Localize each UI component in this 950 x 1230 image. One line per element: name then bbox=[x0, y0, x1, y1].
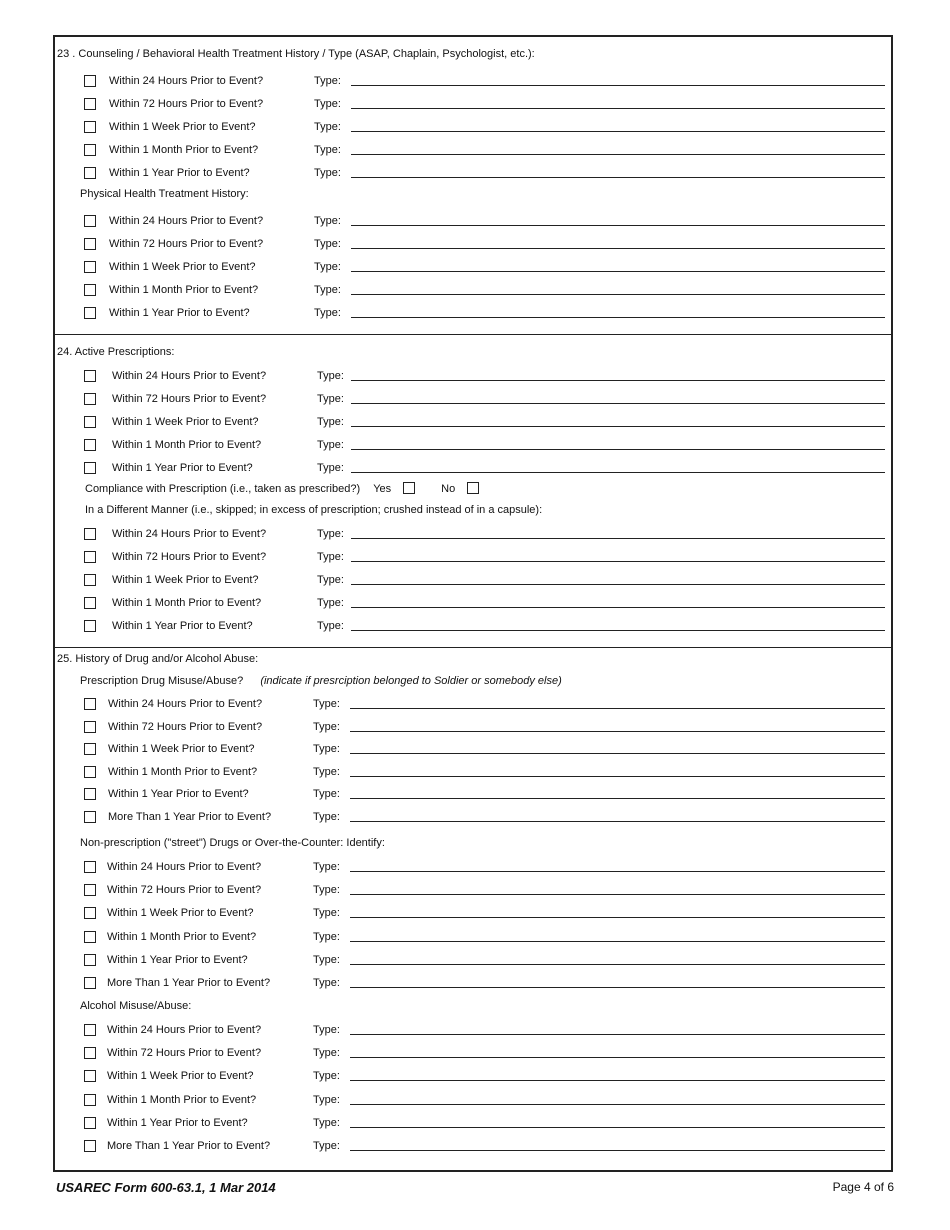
checkbox-row bbox=[55, 75, 891, 91]
checkbox-row bbox=[55, 884, 891, 900]
type-input-line[interactable] bbox=[350, 917, 885, 918]
checkbox-row bbox=[55, 766, 891, 782]
row-label: Within 72 Hours Prior to Event? bbox=[109, 238, 264, 250]
checkbox[interactable] bbox=[84, 261, 96, 273]
checkbox-row bbox=[55, 393, 891, 409]
checkbox-row bbox=[55, 931, 891, 947]
checkbox[interactable] bbox=[84, 370, 96, 382]
type-label: Type: bbox=[313, 1140, 340, 1152]
type-input-line[interactable] bbox=[351, 271, 885, 272]
row-label: Within 24 Hours Prior to Event? bbox=[109, 75, 264, 87]
checkbox-row bbox=[55, 597, 891, 613]
checkbox[interactable] bbox=[84, 551, 96, 563]
type-input-line[interactable] bbox=[350, 1057, 885, 1058]
different-manner-title: In a Different Manner (i.e., skipped; in excess of prescription; crushed instead of in a capsule): bbox=[85, 504, 543, 516]
type-label: Type: bbox=[314, 215, 341, 227]
type-input-line[interactable] bbox=[350, 798, 885, 799]
checkbox[interactable] bbox=[84, 574, 96, 586]
type-input-line[interactable] bbox=[351, 607, 885, 608]
type-label: Type: bbox=[314, 98, 341, 110]
checkbox[interactable] bbox=[84, 238, 96, 250]
section-24 bbox=[55, 334, 891, 647]
checkbox[interactable] bbox=[84, 462, 96, 474]
prescription-misuse-note: (indicate if presrciption belonged to Soldier or somebody else) bbox=[260, 675, 562, 687]
checkbox[interactable] bbox=[84, 931, 96, 943]
type-label: Type: bbox=[314, 121, 341, 133]
checkbox-row bbox=[55, 574, 891, 590]
type-label: Type: bbox=[314, 144, 341, 156]
prescription-misuse-title bbox=[80, 675, 562, 687]
checkbox[interactable] bbox=[84, 144, 96, 156]
type-input-line[interactable] bbox=[351, 472, 885, 473]
type-input-line[interactable] bbox=[350, 941, 885, 942]
row-label: More Than 1 Year Prior to Event? bbox=[107, 1140, 271, 1152]
row-label: Within 1 Year Prior to Event? bbox=[109, 307, 250, 319]
checkbox[interactable] bbox=[84, 393, 96, 405]
type-label: Type: bbox=[313, 884, 340, 897]
type-label: Type: bbox=[314, 75, 341, 87]
checkbox[interactable] bbox=[84, 1094, 96, 1106]
checkbox[interactable] bbox=[84, 788, 96, 800]
type-input-line[interactable] bbox=[351, 225, 885, 226]
checkbox[interactable] bbox=[84, 698, 96, 710]
checkbox-row bbox=[55, 167, 891, 183]
checkbox[interactable] bbox=[84, 284, 96, 296]
checkbox[interactable] bbox=[84, 884, 96, 896]
type-input-line[interactable] bbox=[351, 584, 885, 585]
row-label: Within 1 Month Prior to Event? bbox=[109, 144, 259, 156]
checkbox-row bbox=[55, 1117, 891, 1133]
row-label: Within 72 Hours Prior to Event? bbox=[107, 884, 262, 897]
type-label: Type: bbox=[313, 1070, 340, 1083]
checkbox[interactable] bbox=[84, 861, 96, 873]
row-label: Within 24 Hours Prior to Event? bbox=[109, 215, 264, 227]
checkbox-row bbox=[55, 1140, 891, 1156]
row-label: Within 1 Week Prior to Event? bbox=[107, 1070, 254, 1083]
type-input-line[interactable] bbox=[350, 821, 885, 822]
type-input-line[interactable] bbox=[351, 177, 885, 178]
yes-checkbox[interactable] bbox=[403, 482, 415, 494]
type-input-line[interactable] bbox=[350, 1080, 885, 1081]
row-label: Within 1 Month Prior to Event? bbox=[108, 765, 258, 778]
row-label: Within 72 Hours Prior to Event? bbox=[112, 551, 267, 563]
checkbox-row bbox=[55, 416, 891, 432]
checkbox-row bbox=[55, 721, 891, 737]
checkbox-row bbox=[55, 551, 891, 567]
row-label: Within 72 Hours Prior to Event? bbox=[108, 720, 263, 733]
checkbox[interactable] bbox=[84, 766, 96, 778]
checkbox-row bbox=[55, 743, 891, 759]
type-label: Type: bbox=[317, 597, 344, 609]
checkbox-row bbox=[55, 620, 891, 636]
checkbox-row bbox=[55, 977, 891, 993]
page-number: Page 4 of 6 bbox=[832, 1180, 894, 1194]
checkbox[interactable] bbox=[84, 528, 96, 540]
checkbox-row bbox=[55, 861, 891, 877]
checkbox-row bbox=[55, 238, 891, 254]
type-input-line[interactable] bbox=[350, 708, 885, 709]
type-input-line[interactable] bbox=[351, 154, 885, 155]
checkbox[interactable] bbox=[84, 954, 96, 966]
checkbox-row bbox=[55, 121, 891, 137]
type-label: Type: bbox=[317, 462, 344, 474]
type-input-line[interactable] bbox=[351, 248, 885, 249]
checkbox-row bbox=[55, 284, 891, 300]
type-label: Type: bbox=[317, 439, 344, 451]
type-input-line[interactable] bbox=[351, 403, 885, 404]
row-label: Within 1 Month Prior to Event? bbox=[112, 597, 262, 609]
type-input-line[interactable] bbox=[350, 987, 885, 988]
checkbox[interactable] bbox=[84, 121, 96, 133]
checkbox[interactable] bbox=[84, 167, 96, 179]
type-input-line[interactable] bbox=[351, 426, 885, 427]
checkbox-row bbox=[55, 1047, 891, 1063]
checkbox-row bbox=[55, 1070, 891, 1086]
checkbox-row bbox=[55, 954, 891, 970]
section-23-title: 23 . Counseling / Behavioral Health Treatment History / Type (ASAP, Chaplain, Psychologist, etc.): bbox=[57, 48, 535, 60]
type-label: Type: bbox=[317, 551, 344, 563]
row-label: Within 1 Month Prior to Event? bbox=[109, 284, 259, 296]
row-label: Within 1 Month Prior to Event? bbox=[107, 930, 257, 943]
type-label: Type: bbox=[313, 1047, 340, 1060]
physical-health-title: Physical Health Treatment History: bbox=[80, 188, 249, 200]
type-input-line[interactable] bbox=[350, 1034, 885, 1035]
checkbox[interactable] bbox=[84, 597, 96, 609]
checkbox-row bbox=[55, 98, 891, 114]
type-label: Type: bbox=[313, 930, 340, 943]
type-label: Type: bbox=[317, 620, 344, 632]
checkbox[interactable] bbox=[84, 75, 96, 87]
type-input-line[interactable] bbox=[351, 630, 885, 631]
type-label: Type: bbox=[313, 698, 340, 710]
checkbox[interactable] bbox=[84, 307, 96, 319]
checkbox-row bbox=[55, 788, 891, 804]
type-input-line[interactable] bbox=[351, 294, 885, 295]
checkbox[interactable] bbox=[84, 811, 96, 823]
type-input-line[interactable] bbox=[350, 1104, 885, 1105]
row-label: Within 72 Hours Prior to Event? bbox=[107, 1047, 262, 1060]
checkbox-row bbox=[55, 1024, 891, 1040]
type-label: Type: bbox=[313, 1024, 340, 1036]
street-drugs-title: Non-prescription ("street") Drugs or Over-the-Counter: Identify: bbox=[80, 837, 385, 849]
checkbox-row bbox=[55, 215, 891, 231]
row-label: Within 1 Year Prior to Event? bbox=[107, 1116, 248, 1129]
type-label: Type: bbox=[314, 261, 341, 273]
compliance-label: Compliance with Prescription (i.e., taken as prescribed?) bbox=[85, 483, 361, 495]
checkbox[interactable] bbox=[84, 1047, 96, 1059]
checkbox-row bbox=[55, 144, 891, 160]
row-label: Within 1 Year Prior to Event? bbox=[109, 167, 250, 179]
checkbox[interactable] bbox=[84, 1140, 96, 1152]
form-frame bbox=[53, 35, 893, 1172]
type-input-line[interactable] bbox=[350, 1127, 885, 1128]
type-input-line[interactable] bbox=[350, 753, 885, 754]
row-label: More Than 1 Year Prior to Event? bbox=[108, 811, 272, 823]
type-input-line[interactable] bbox=[350, 964, 885, 965]
type-input-line[interactable] bbox=[350, 731, 885, 732]
no-checkbox[interactable] bbox=[467, 482, 479, 494]
row-label: Within 1 Week Prior to Event? bbox=[108, 743, 255, 756]
row-label: Within 1 Week Prior to Event? bbox=[107, 907, 254, 920]
type-label: Type: bbox=[313, 907, 340, 920]
row-label: Within 1 Week Prior to Event? bbox=[112, 416, 259, 428]
checkbox[interactable] bbox=[84, 1024, 96, 1036]
type-label: Type: bbox=[313, 788, 340, 801]
row-label: Within 24 Hours Prior to Event? bbox=[107, 1024, 262, 1036]
checkbox[interactable] bbox=[84, 98, 96, 110]
type-label: Type: bbox=[313, 811, 340, 823]
type-input-line[interactable] bbox=[350, 1150, 885, 1151]
row-label: Within 72 Hours Prior to Event? bbox=[109, 98, 264, 110]
type-label: Type: bbox=[317, 416, 344, 428]
type-input-line[interactable] bbox=[351, 108, 885, 109]
row-label: Within 72 Hours Prior to Event? bbox=[112, 393, 267, 405]
type-input-line[interactable] bbox=[351, 538, 885, 539]
checkbox[interactable] bbox=[84, 439, 96, 451]
yes-label: Yes bbox=[373, 483, 392, 495]
type-label: Type: bbox=[314, 307, 341, 319]
form-id: USAREC Form 600-63.1, 1 Mar 2014 bbox=[56, 1180, 276, 1195]
type-label: Type: bbox=[317, 393, 344, 405]
checkbox-row bbox=[55, 811, 891, 827]
checkbox-row bbox=[55, 307, 891, 323]
row-label: Within 1 Month Prior to Event? bbox=[112, 439, 262, 451]
no-label: No bbox=[441, 483, 456, 495]
alcohol-title: Alcohol Misuse/Abuse: bbox=[80, 1000, 192, 1012]
row-label: Within 1 Week Prior to Event? bbox=[109, 261, 256, 273]
section-25 bbox=[55, 647, 891, 1172]
type-label: Type: bbox=[317, 574, 344, 586]
row-label: Within 1 Year Prior to Event? bbox=[112, 620, 253, 632]
type-label: Type: bbox=[313, 953, 340, 966]
type-input-line[interactable] bbox=[350, 871, 885, 872]
type-label: Type: bbox=[313, 1093, 340, 1106]
type-label: Type: bbox=[313, 1116, 340, 1129]
checkbox-row bbox=[55, 462, 891, 478]
checkbox-row bbox=[55, 261, 891, 277]
type-label: Type: bbox=[313, 720, 340, 733]
row-label: Within 24 Hours Prior to Event? bbox=[107, 861, 262, 873]
section-23 bbox=[55, 37, 891, 334]
prescription-misuse-label: Prescription Drug Misuse/Abuse? bbox=[80, 675, 244, 687]
type-label: Type: bbox=[314, 238, 341, 250]
checkbox[interactable] bbox=[84, 977, 96, 989]
type-label: Type: bbox=[314, 284, 341, 296]
type-label: Type: bbox=[313, 977, 340, 989]
checkbox-row bbox=[55, 907, 891, 923]
type-input-line[interactable] bbox=[350, 894, 885, 895]
row-label: Within 1 Week Prior to Event? bbox=[112, 574, 259, 586]
type-input-line[interactable] bbox=[351, 131, 885, 132]
row-label: Within 1 Year Prior to Event? bbox=[108, 788, 249, 801]
row-label: Within 1 Year Prior to Event? bbox=[112, 462, 253, 474]
checkbox[interactable] bbox=[84, 215, 96, 227]
checkbox-row bbox=[55, 528, 891, 544]
section-25-title: 25. History of Drug and/or Alcohol Abuse: bbox=[57, 653, 259, 665]
type-label: Type: bbox=[313, 861, 340, 873]
section-24-title: 24. Active Prescriptions: bbox=[57, 346, 175, 358]
row-label: Within 1 Week Prior to Event? bbox=[109, 121, 256, 133]
type-input-line[interactable] bbox=[350, 776, 885, 777]
type-label: Type: bbox=[314, 167, 341, 179]
type-label: Type: bbox=[317, 370, 344, 382]
compliance-line bbox=[85, 482, 505, 495]
row-label: Within 24 Hours Prior to Event? bbox=[112, 528, 267, 540]
type-label: Type: bbox=[317, 528, 344, 540]
type-label: Type: bbox=[313, 743, 340, 756]
checkbox-row bbox=[55, 370, 891, 386]
checkbox-row bbox=[55, 439, 891, 455]
row-label: Within 24 Hours Prior to Event? bbox=[108, 698, 263, 710]
type-input-line[interactable] bbox=[351, 85, 885, 86]
type-input-line[interactable] bbox=[351, 449, 885, 450]
type-label: Type: bbox=[313, 765, 340, 778]
checkbox-row bbox=[55, 1094, 891, 1110]
type-input-line[interactable] bbox=[351, 317, 885, 318]
checkbox[interactable] bbox=[84, 416, 96, 428]
checkbox[interactable] bbox=[84, 743, 96, 755]
checkbox[interactable] bbox=[84, 721, 96, 733]
checkbox[interactable] bbox=[84, 1070, 96, 1082]
row-label: Within 24 Hours Prior to Event? bbox=[112, 370, 267, 382]
row-label: Within 1 Month Prior to Event? bbox=[107, 1093, 257, 1106]
checkbox[interactable] bbox=[84, 907, 96, 919]
checkbox[interactable] bbox=[84, 620, 96, 632]
type-input-line[interactable] bbox=[351, 380, 885, 381]
type-input-line[interactable] bbox=[351, 561, 885, 562]
checkbox[interactable] bbox=[84, 1117, 96, 1129]
checkbox-row bbox=[55, 698, 891, 714]
row-label: More Than 1 Year Prior to Event? bbox=[107, 977, 271, 989]
row-label: Within 1 Year Prior to Event? bbox=[107, 953, 248, 966]
